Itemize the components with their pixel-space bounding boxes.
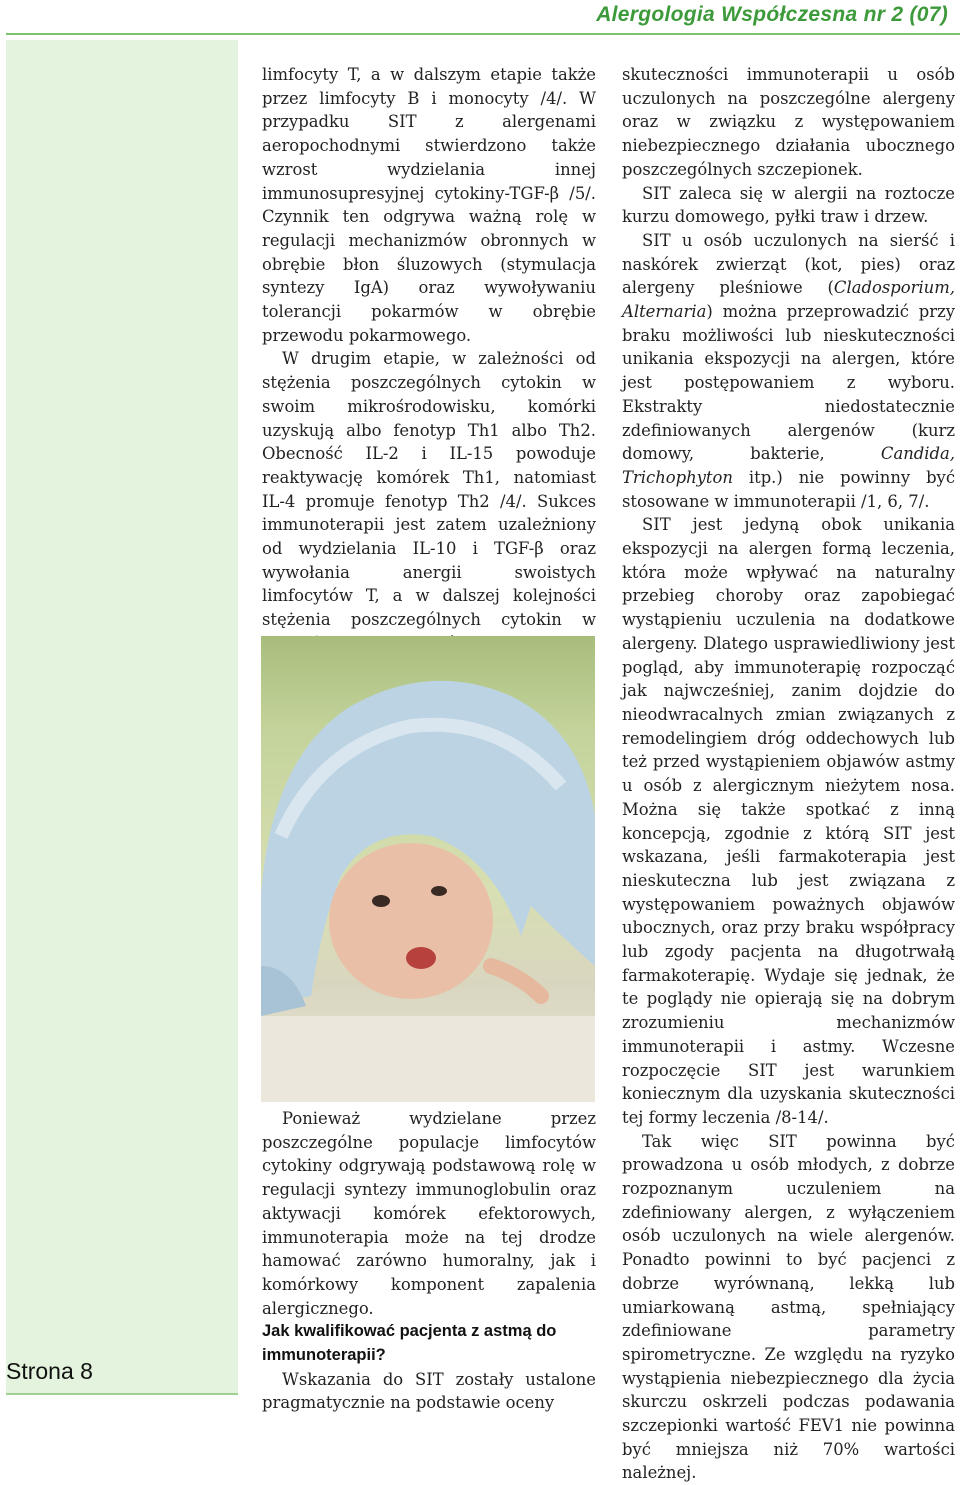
paragraph: Ponieważ wydzielane przez poszczególne populacje limfocytów cytokiny odgrywają podstawową rolę w regulacji syntezy immunoglobulin oraz aktywacji komórek efektorowych, immunoterapia może na tej drodze hamować zarówno humoralny, jak i komórkowy komponent zapalenia alergicznego. [262,1109,596,1318]
paragraph: Tak więc SIT powinna być prowadzona u osób młodych, z dobrze rozpoznanym uczuleniem na zdefiniowany alergen, z wyłączeniem osób uczulonych na wiele alergenów. Ponadto powinni to być pacjenci z dobrze wyrównaną, lekką lub umiarkowaną astmą, spełniający zdefiniowane parametry spirometryczne. Ze względu na ryzyko wystąpienia niebezpiecznego dla życia skurczu oskrzeli podczas podawania szczepionki wartość FEV1 nie powinna być mniejsza niż 70% wartości należnej. [622,1131,955,1483]
left-margin-bar-rule [6,1393,238,1395]
paragraph: SIT jest jedyną obok unikania ekspozycji na alergen formą leczenia, która może wpływać na naturalny przebieg choroby oraz zapobiegać wystąpieniu uczulenia na dodatkowe alergeny. Dlatego usprawiedliwiony jest pogląd, aby immunoterapię rozpocząć jak najwcześniej, zanim dojdzie do nieodwracalnych zmian związanych z remodelingiem dróg oddechowych lub też przed wystąpieniem objawów astmy u osób z alergicznym nieżytem nosa. Można się także spotkać z inną koncepcją, zgodnie z którą SIT jest wskazana, jeśli farmakoterapia jest nieskuteczna lub jest związana z występowaniem poważnych objawów ubocznych, oraz przy braku współpracy lub zgody pacjenta na długotrwałą farmakoterapię. Wydaje się jednak, że te poglądy nie opierają się na dobrym zrozumieniu mechanizmów immunoterapii i astmy. Wczesne rozpoczęcie SIT jest warunkiem koniecznym dla uzyskania skuteczności tej formy leczenia /8-14/. [622,515,955,1127]
paragraph: Wskazania do SIT zostały ustalone pragmatycznie na podstawie oceny [262,1369,596,1413]
species-names: Candida, Trichophyton [622,444,955,487]
paragraph: W drugim etapie, w zależności od stężenia poszczególnych cytokin w swoim mikrośrodowisku, komórki uzyskują albo fenotyp Th1 albo Th2. Obecność IL-2 i IL-15 powoduje reaktywację komórek Th1, natomiast IL-4 promuje fenotyp Th2 /4/. Sukces immunoterapii jest zatem uzależniony od wydzielania IL-10 i TGF-β oraz wywołania anergii swoistych limfocytów T, a w dalszej kolejności stężenia poszczególnych cytokin w [262,349,596,630]
page-number: Strona 8 [6,1358,93,1384]
text-column-left [262,63,596,656]
text-column-left-bottom [262,1107,596,1415]
paragraph-text: ) można przeprowadzić przy braku możliwości lub nieskuteczności unikania ekspozycji na alergen, które jest postępowaniem z wyboru. Ekstrakty niedostatecznie zdefiniowanych alergenów (kurz domowy, bakterie, [622,302,955,464]
baby-under-blanket-photo [261,636,595,1102]
header-rule [6,33,960,35]
paragraph: SIT zaleca się w alergii na roztocze kurzu domowego, pyłki traw i drzew. [622,183,955,227]
text-column-right [622,63,955,1485]
journal-title: Alergologia Współczesna nr 2 (07) [596,3,948,26]
section-heading: Jak kwalifikować pacjenta z astmą do immunoterapii? [262,1322,557,1365]
paragraph-text: SIT u osób uczulonych na sierść i naskórek zwierząt (kot, pies) oraz alergeny pleśniowe ( [622,230,955,298]
paragraph: limfocyty T, a w dalszym etapie także przez limfocyty B i monocyty /4/. W przypadku SIT z alergenami aeropochodnymi stwierdzono także wzrost wydzielania innej immunosupresyjnej cytokiny-TGF-β /5/. Czynnik ten odgrywa ważną rolę w regulacji mechanizmów obronnych w obrębie błon śluzowych (stymulacja syntezy IgA) oraz wywoływaniu tolerancji pokarmów w obrębie przewodu pokarmowego. [262,65,596,345]
left-margin-bar [6,40,238,1394]
species-names: Cladosporium, Alternaria [622,278,955,322]
paragraph [622,229,955,513]
paragraph-text: itp.) nie powinny być stosowane w immunoterapii /1, 6, 7/. [622,467,955,511]
paragraph: skuteczności immunoterapii u osób uczulonych na poszczególne alergeny oraz w związku z występowaniem niebezpiecznego działania ubocznego poszczególnych szczepionek. [622,65,955,179]
